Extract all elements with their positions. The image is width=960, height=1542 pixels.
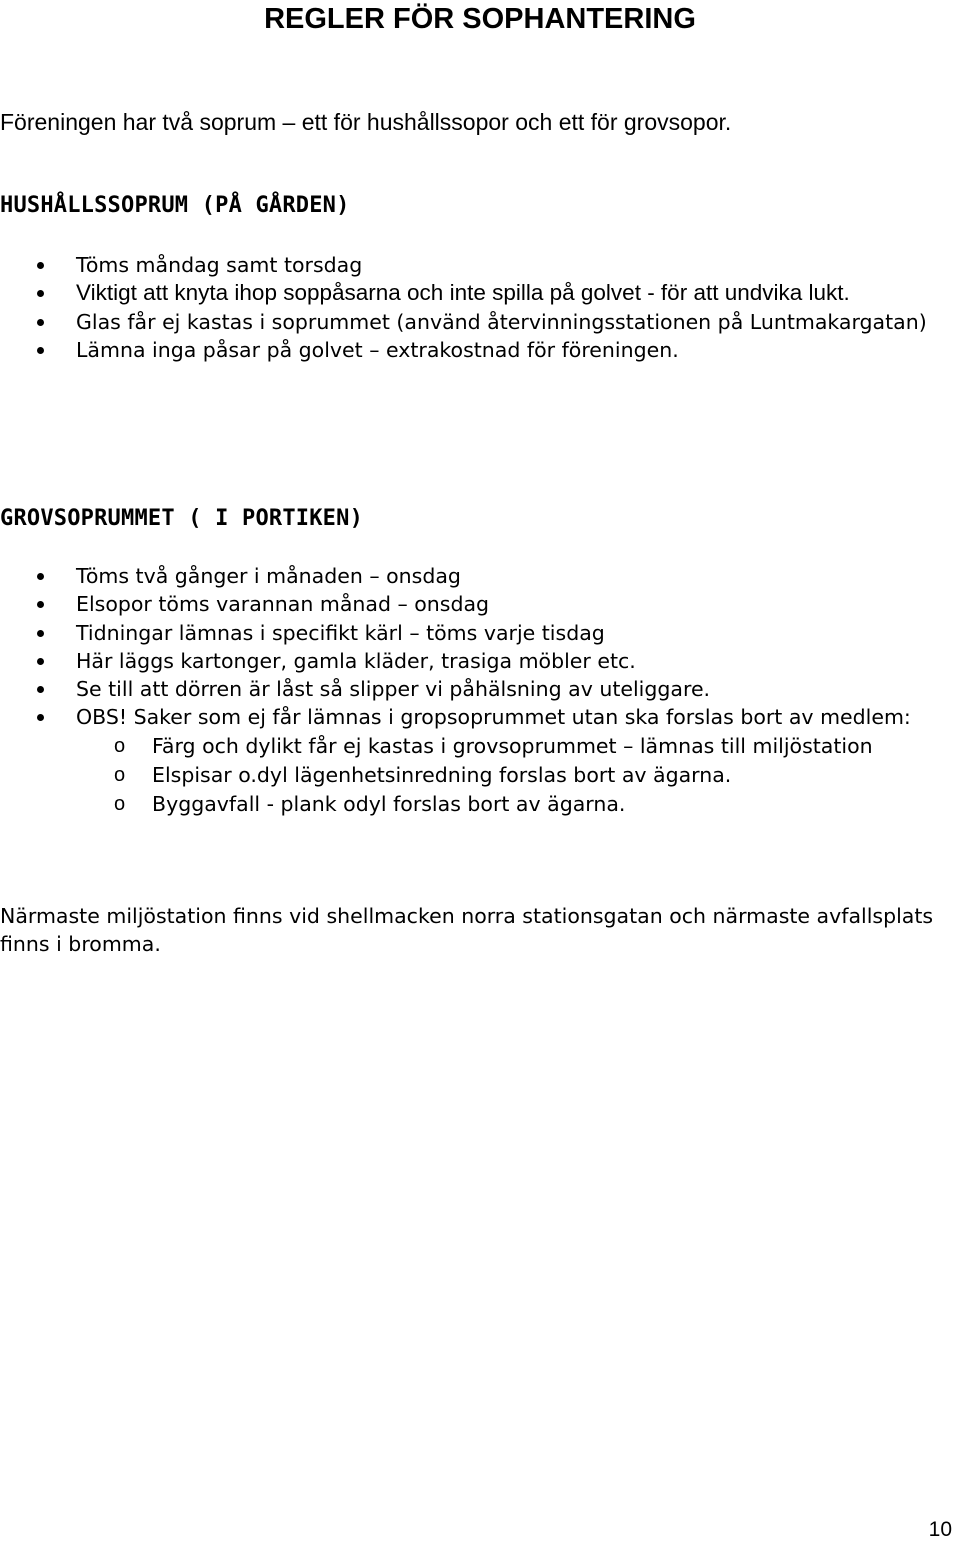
list-item-text: Töms måndag samt torsdag — [76, 253, 363, 277]
list-item-text: Här läggs kartonger, gamla kläder, trasiga möbler etc. — [76, 648, 636, 673]
sub-list-item-text: Färg och dylikt får ej kastas i grovsoprummet – lämnas till miljöstation — [152, 733, 873, 758]
household-rules-list — [0, 251, 960, 364]
bullet-icon — [37, 262, 44, 269]
list-item — [0, 308, 960, 336]
obs-label: OBS! — [76, 705, 128, 730]
list-item-text: Viktigt att knyta ihop soppåsarna och inte spilla på golvet - för att undvika lukt. — [76, 280, 850, 306]
list-item-text: Töms två gånger i månaden – onsdag — [76, 564, 461, 588]
section-heading-household: HUSHÅLLSSOPRUM (PÅ GÅRDEN) — [0, 193, 350, 218]
bullet-icon — [37, 573, 44, 580]
bulky-rules-list — [0, 562, 960, 820]
closing-paragraph: Närmaste miljöstation finns vid shellmacken norra stationsgatan och närmaste avfallsplats finns i bromma. — [0, 904, 934, 957]
list-item — [0, 675, 960, 703]
circle-bullet-icon: o — [114, 764, 126, 787]
sub-list-item — [76, 790, 960, 819]
sub-list-item-text: Elspisar o.dyl lägenhetsinredning forslas bort av ägarna. — [152, 763, 732, 788]
list-item — [0, 647, 960, 675]
section-heading-bulky: GROVSOPRUMMET ( I PORTIKEN) — [0, 506, 364, 531]
list-item-text: Glas får ej kastas i soprummet (använd återvinningsstationen på Luntmakargatan) — [76, 309, 927, 334]
page-number: 10 — [928, 1518, 952, 1541]
bullet-icon — [37, 347, 44, 354]
sub-list — [76, 732, 960, 820]
bullet-icon — [37, 630, 44, 637]
list-item — [0, 590, 960, 618]
circle-bullet-icon: o — [114, 793, 126, 816]
list-item — [0, 336, 960, 364]
bullet-icon — [37, 601, 44, 608]
bullet-icon — [37, 714, 44, 721]
document-title: REGLER FÖR SOPHANTERING — [264, 3, 696, 35]
list-item — [0, 279, 960, 307]
bullet-icon — [37, 319, 44, 326]
list-item — [0, 703, 960, 819]
list-item-text: Tidningar lämnas i specifikt kärl – töms varje tisdag — [76, 620, 605, 645]
bullet-icon — [37, 290, 44, 297]
sub-list-item — [76, 732, 960, 761]
list-item — [0, 251, 960, 279]
sub-list-item — [76, 761, 960, 790]
bullet-icon — [37, 658, 44, 665]
intro-paragraph: Föreningen har två soprum – ett för hushållssopor och ett för grovsopor. — [0, 109, 732, 135]
bullet-icon — [37, 686, 44, 693]
list-item — [0, 619, 960, 647]
list-item-text: Se till att dörren är låst så slipper vi påhälsning av uteliggare. — [76, 677, 711, 702]
sub-list-item-text: Byggavfall - plank odyl forslas bort av ägarna. — [152, 792, 626, 817]
list-item-text: Elsopor töms varannan månad – onsdag — [76, 592, 490, 617]
circle-bullet-icon: o — [114, 734, 126, 757]
obs-text: Saker som ej får lämnas i gropsoprummet utan ska forslas bort av medlem: — [127, 705, 911, 730]
list-item — [0, 562, 960, 590]
list-item-text: Lämna inga påsar på golvet – extrakostnad för föreningen. — [76, 337, 679, 362]
